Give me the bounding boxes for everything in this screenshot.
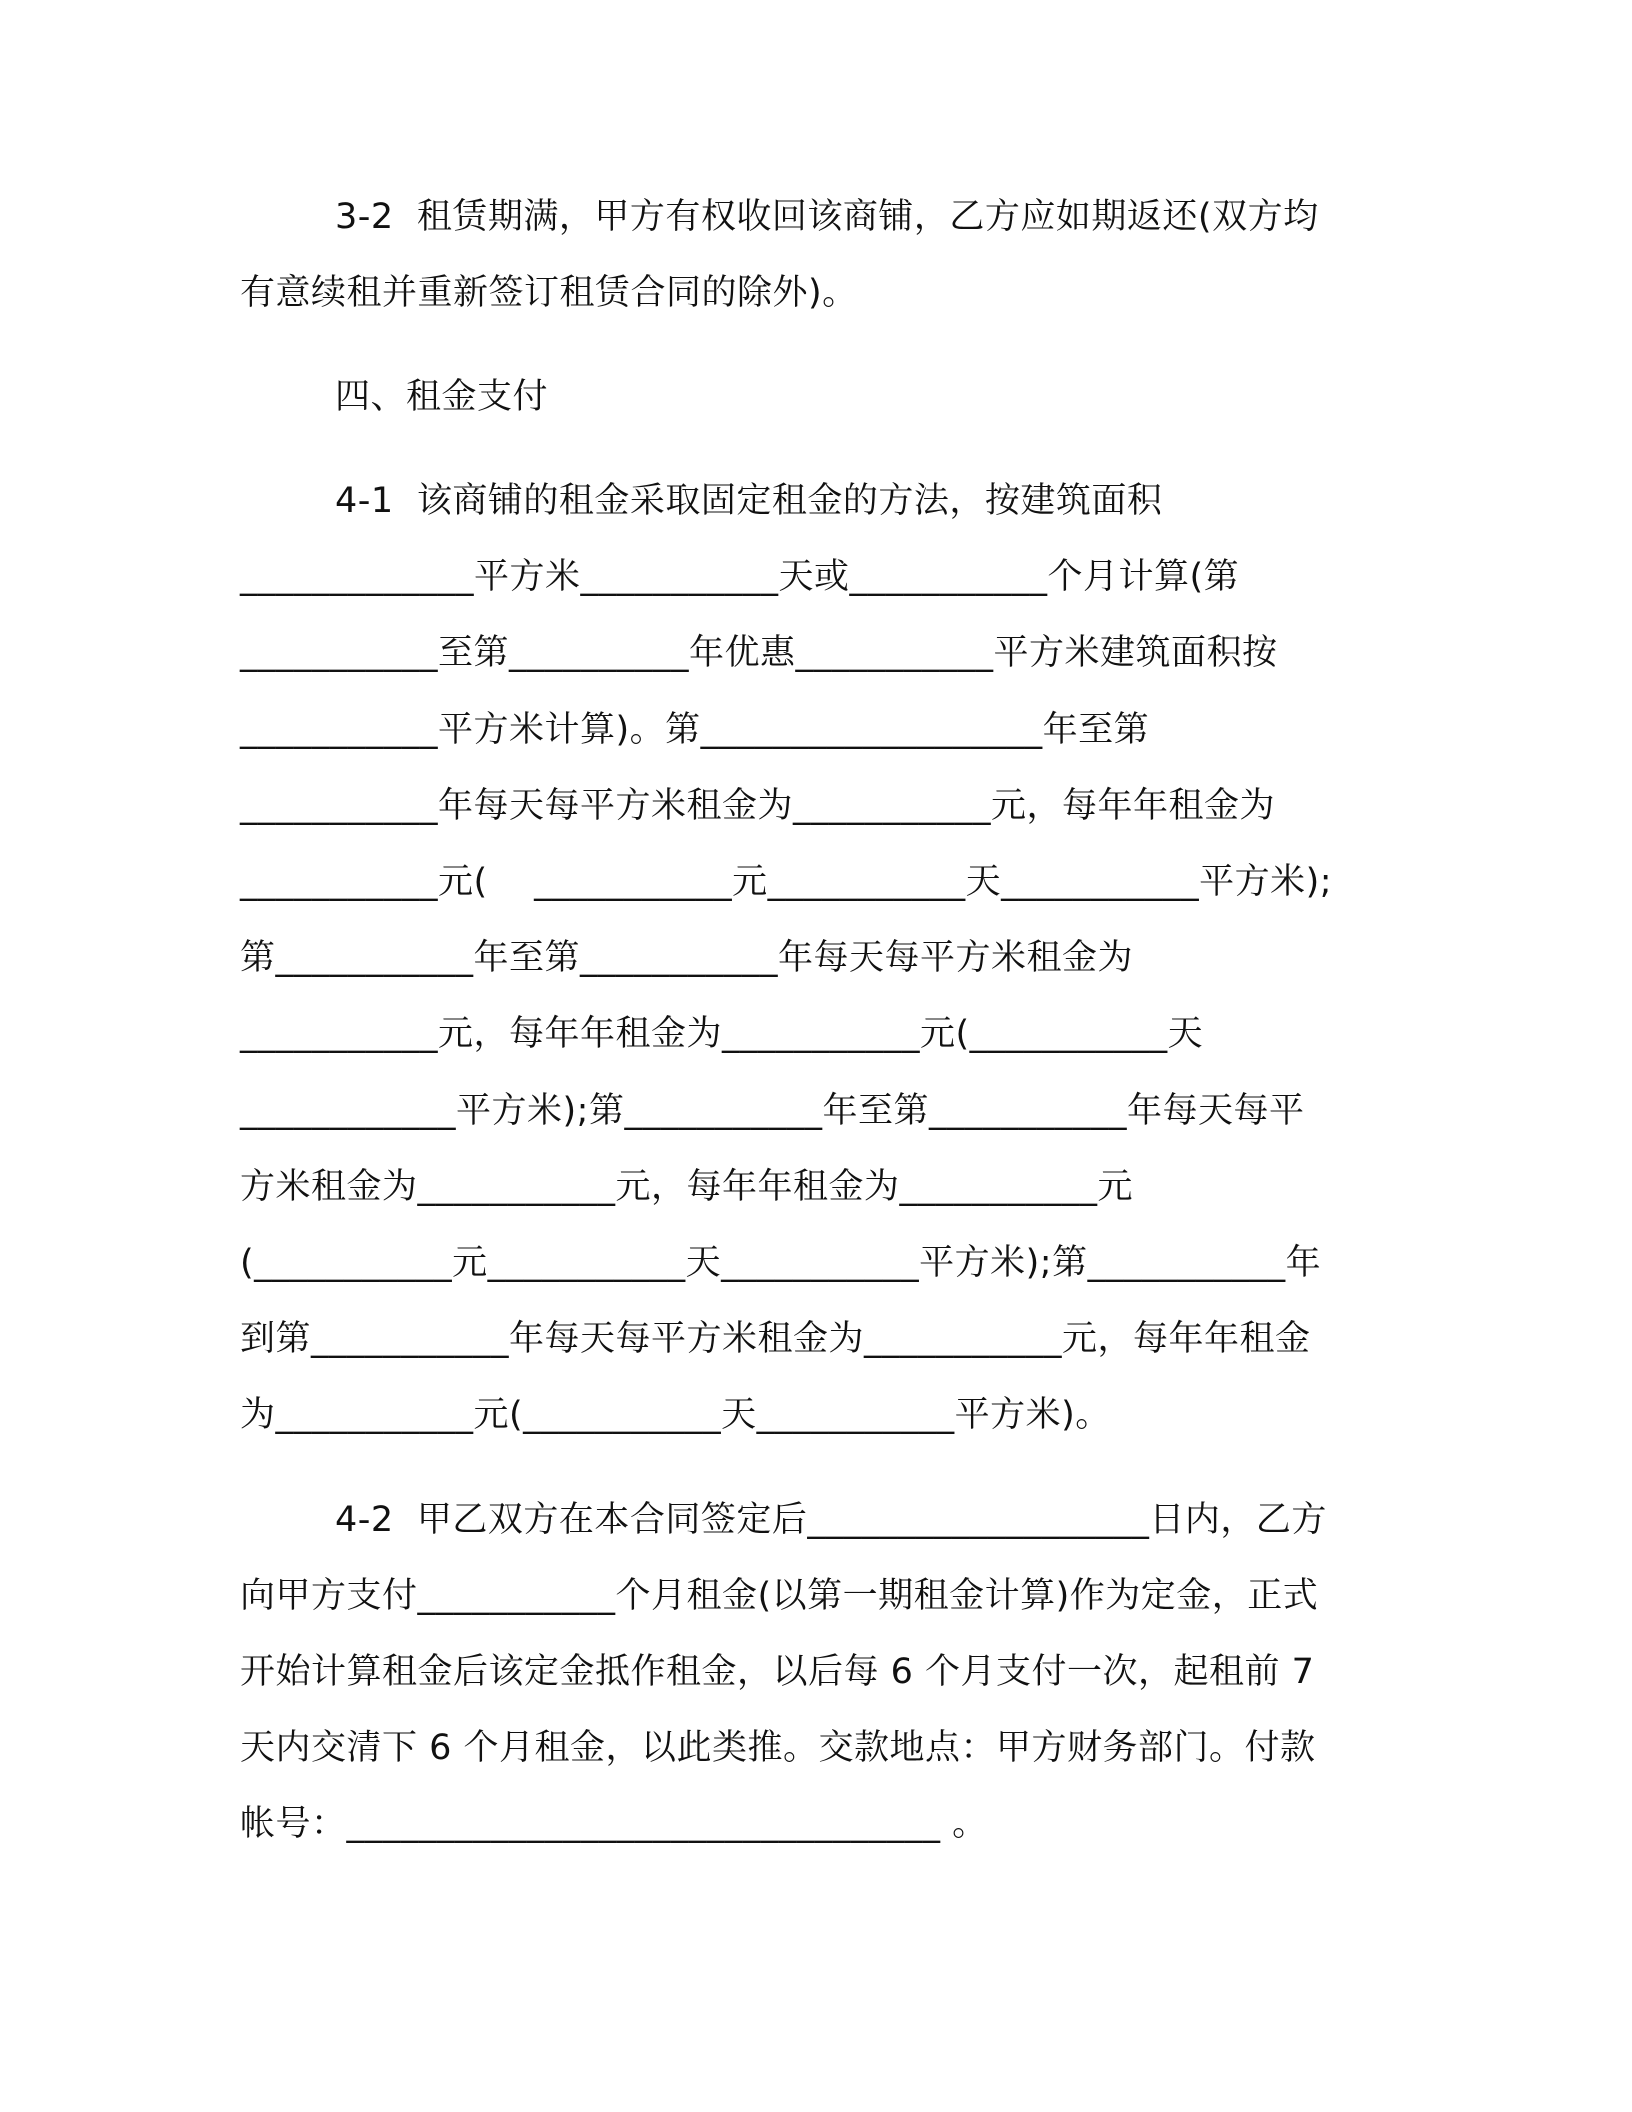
clause-4-1-line-8: ___________元，每年年租金为___________元(___________天 xyxy=(240,1014,1204,1054)
clause-4-1-line-11: (___________元___________天___________平方米);第___________年 xyxy=(240,1243,1322,1283)
clause-3-2-line-1: 3-2 租赁期满，甲方有权收回该商铺，乙方应如期返还(双方均 xyxy=(335,197,1319,237)
clause-4-2-line-4: 天内交清下 6 个月租金，以此类推。交款地点：甲方财务部门。付款 xyxy=(240,1728,1316,1768)
clause-4-1-line-9: ____________平方米);第___________年至第___________年每天每平 xyxy=(240,1091,1305,1131)
clause-4-1-line-6: ___________元( ___________元___________天___________平方米); xyxy=(240,862,1333,902)
clause-4-1-line-4: ___________平方米计算)。第___________________年至第 xyxy=(240,710,1150,750)
clause-4-1-line-10: 方米租金为___________元，每年年租金为___________元 xyxy=(240,1167,1134,1207)
clause-4-1-line-5: ___________年每天每平方米租金为___________元，每年年租金为 xyxy=(240,786,1276,826)
clause-4-1-line-3: ___________至第__________年优惠___________平方米建筑面积按 xyxy=(240,633,1278,673)
clause-4-1-line-12: 到第___________年每天每平方米租金为___________元，每年年租金 xyxy=(240,1319,1311,1359)
clause-4-1-line-7: 第___________年至第___________年每天每平方米租金为 xyxy=(240,938,1134,978)
clause-3-2-line-2: 有意续租并重新签订租赁合同的除外)。 xyxy=(240,273,858,313)
clause-4-1-line-1: 4-1 该商铺的租金采取固定租金的方法，按建筑面积 xyxy=(335,481,1163,521)
clause-4-2-line-1: 4-2 甲乙双方在本合同签定后___________________日内，乙方 xyxy=(335,1500,1327,1540)
clause-4-1-line-2: _____________平方米___________天或___________个月计算(第 xyxy=(240,557,1240,597)
clause-4-2-line-3: 开始计算租金后该定金抵作租金，以后每 6 个月支付一次，起租前 7 xyxy=(240,1652,1315,1692)
clause-4-2-line-2: 向甲方支付___________个月租金(以第一期租金计算)作为定金，正式 xyxy=(240,1576,1319,1616)
clause-4-2-line-5: 帐号：_________________________________ 。 xyxy=(240,1804,988,1844)
clause-4-1-line-13: 为___________元(___________天___________平方米)。 xyxy=(240,1395,1111,1435)
section-heading-rent-payment: 四、租金支付 xyxy=(335,377,549,417)
